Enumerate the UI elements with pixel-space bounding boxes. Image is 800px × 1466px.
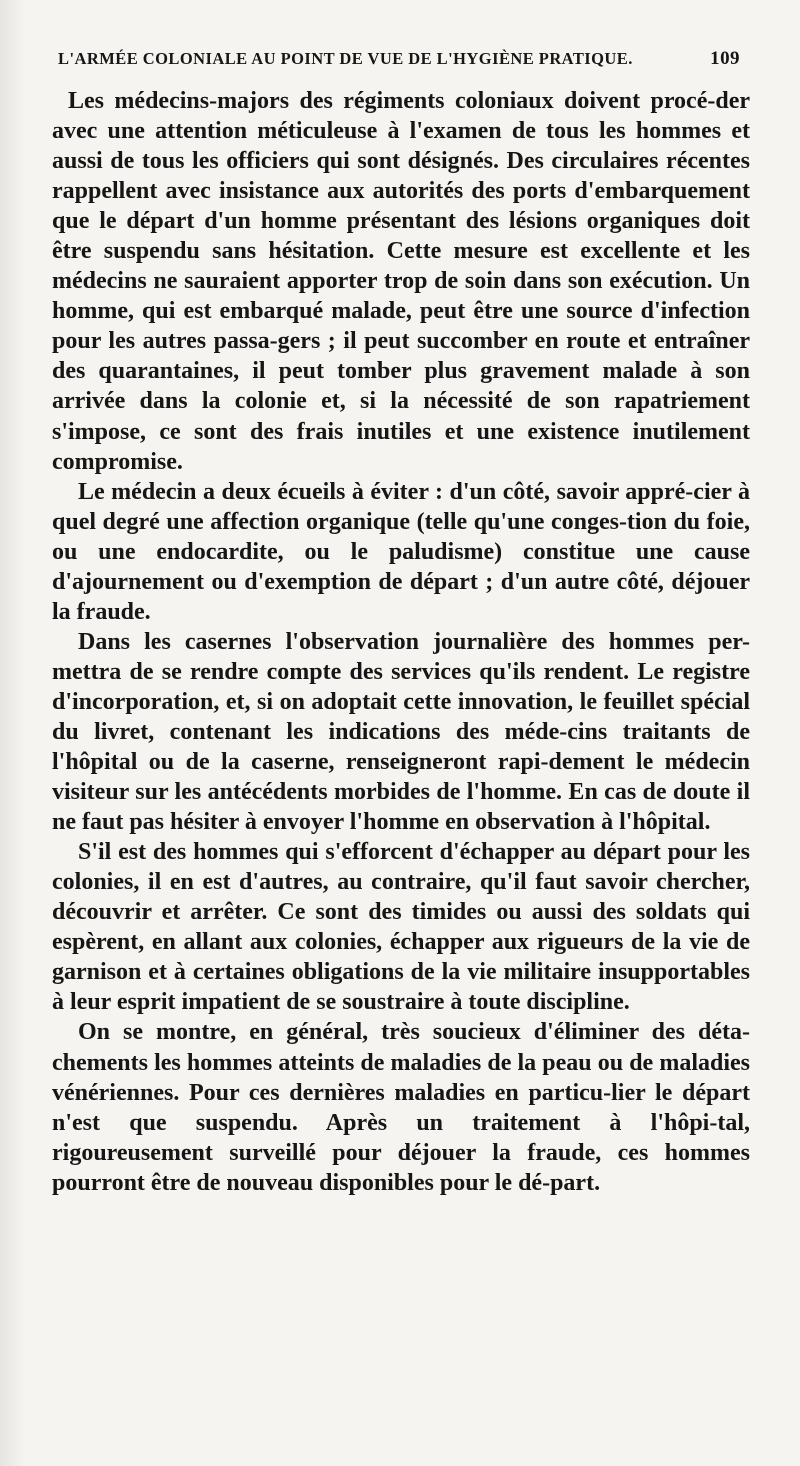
running-title: L'ARMÉE COLONIALE AU POINT DE VUE DE L'HYGIÈNE PRATIQUE. xyxy=(58,49,633,68)
body-text xyxy=(52,86,750,1198)
page-edge-shadow xyxy=(0,0,26,1466)
page-number: 109 xyxy=(710,48,740,69)
paragraph: Les médecins-majors des régiments coloniaux doivent procé-der avec une attention méticuleuse à l'examen de tous les hommes et aussi de tous les officiers qui sont désignés. Des circulaires récentes rappellent avec insistance aux autorités des ports d'embarquement que le départ d'un homme présentant des lésions organiques doit être suspendu sans hésitation. Cette mesure est excellente et les médecins ne sauraient apporter trop de soin dans son exécution. Un homme, qui est embarqué malade, peut être une source d'infection pour les autres passa-gers ; il peut succomber en route et entraîner des quarantaines, il peut tomber plus gravement malade à son arrivée dans la colonie et, si la nécessité de son rapatriement s'impose, ce sont des frais inutiles et une existence inutilement compromise. xyxy=(52,88,750,475)
running-header xyxy=(58,48,740,76)
paragraph: Dans les casernes l'observation journalière des hommes per-mettra de se rendre compte des services qu'ils rendent. Le registre d'incorporation, et, si on adoptait cette innovation, le feuillet spécial du livret, contenant les indications des méde-cins traitants de l'hôpital ou de la caserne, renseigneront rapi-dement le médecin visiteur sur les antécédents morbides de l'homme. En cas de doute il ne faut pas hésiter à envoyer l'homme en observation à l'hôpital. xyxy=(52,628,750,836)
paragraph: S'il est des hommes qui s'efforcent d'échapper au départ pour les colonies, il en est d'autres, au contraire, qu'il faut savoir chercher, découvrir et arrêter. Ce sont des timides ou aussi des soldats qui espèrent, en allant aux colonies, échapper aux rigueurs de la vie de garnison et à certaines obligations de la vie militaire insupportables à leur esprit impatient de se soustraire à toute discipline. xyxy=(52,839,750,1016)
paragraph: On se montre, en général, très soucieux d'éliminer des déta-chements les hommes atteints de maladies de la peau ou de maladies vénériennes. Pour ces dernières maladies en particu-lier le départ n'est que suspendu. Après un traitement à l'hôpi-tal, rigoureusement surveillé pour déjouer la fraude, ces hommes pourront être de nouveau disponibles pour le dé-part. xyxy=(52,1019,750,1196)
paragraph: Le médecin a deux écueils à éviter : d'un côté, savoir appré-cier à quel degré une affection organique (telle qu'une conges-tion du foie, ou une endocardite, ou le paludisme) constitue une cause d'ajournement ou d'exemption de départ ; d'un autre côté, déjouer la fraude. xyxy=(52,478,750,625)
